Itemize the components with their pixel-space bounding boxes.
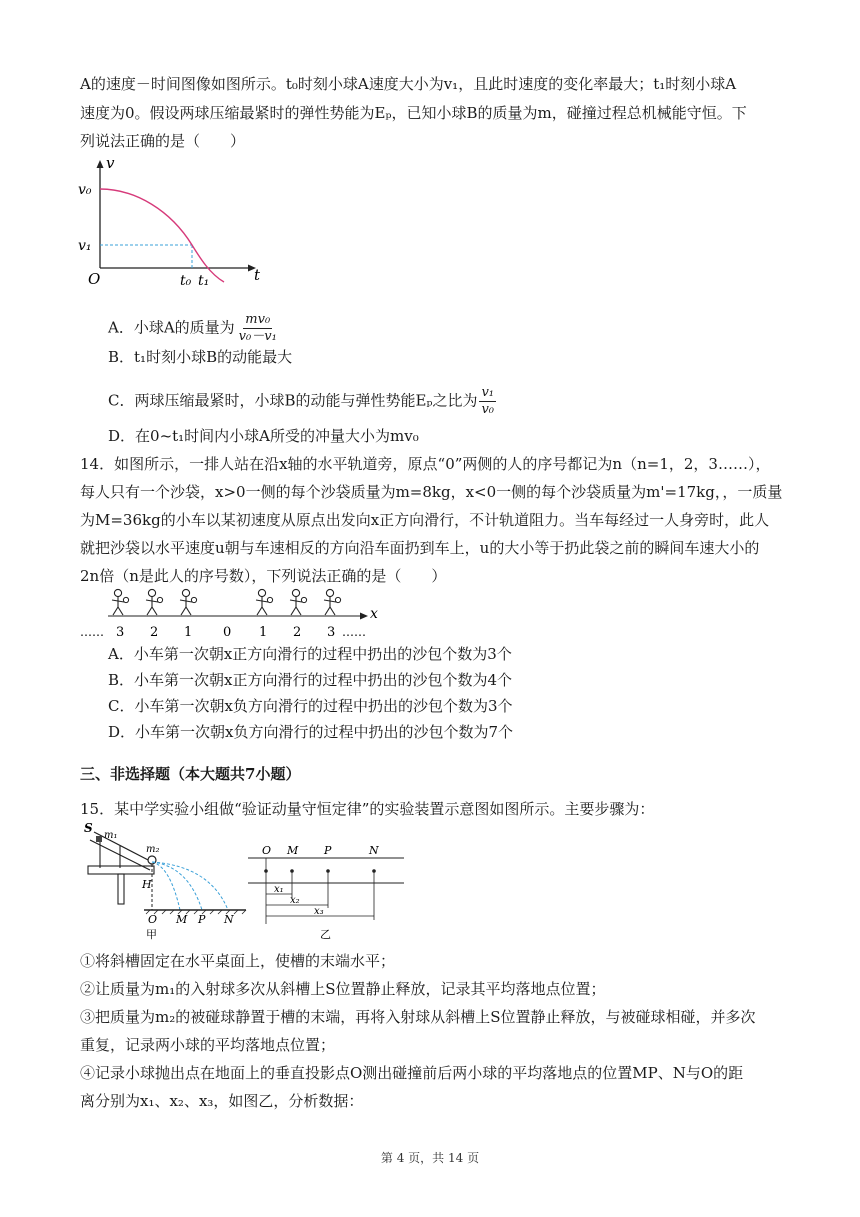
q13-option-a-text: A．小球A的质量为 [108, 318, 235, 337]
fraction-numerator: mv₀ [245, 312, 271, 327]
q14-line-5: 2n倍（n是此人的序号数），下列说法正确的是（ ） [80, 567, 447, 585]
q13-option-c-fraction [479, 385, 496, 418]
fraction-numerator: v₁ [481, 385, 495, 400]
label-M: M [176, 913, 188, 926]
q14-line-2: 每人只有一个沙袋，x>0一侧的每个沙袋质量为m=8kg，x<0一侧的每个沙袋质量为m'=17kg，，一质量 [80, 483, 783, 501]
q15-step-1: ①将斜槽固定在水平桌面上，使槽的末端水平； [80, 952, 396, 970]
label-O: O [148, 913, 158, 926]
graph-axis-t: t [254, 266, 261, 284]
axis-tick-right-1: 1 [259, 625, 268, 640]
q13-option-a-fraction [237, 312, 279, 345]
q13-intro-line-2: 速度为0。假设两球压缩最紧时的弹性势能为Eₚ，已知小球B的质量为m，碰撞过程总机械能守恒。下 [80, 104, 747, 122]
people-axis-figure [78, 588, 378, 640]
label-H: H [142, 878, 152, 891]
graph-label-v1: v₁ [78, 238, 92, 254]
axis-tick-left-2: 2 [150, 625, 159, 640]
figure-caption-yi: 乙 [320, 928, 331, 940]
q13-intro-line-1: A的速度－时间图像如图所示。t₀时刻小球A速度大小为v₁，且此时速度的变化率最大；t₁时刻小球A [80, 75, 737, 93]
label-m1: m₁ [104, 830, 118, 841]
label-P: P [198, 913, 206, 926]
label-x3: x₃ [314, 906, 324, 917]
q13-option-a [108, 312, 281, 345]
q13-option-c-text: C．两球压缩最紧时，小球B的动能与弹性势能Eₚ之比为 [108, 391, 478, 410]
axis-tick-origin: 0 [223, 625, 232, 640]
q15-step-3-line-1: ③把质量为m₂的被碰球静置于槽的末端，再将入射球从斜槽上S位置静止释放，与被碰球相碰，并多次 [80, 1008, 756, 1026]
graph-label-v0: v₀ [78, 182, 92, 198]
section-heading: 三、非选择题（本大题共7小题） [80, 765, 301, 783]
axis-tick-right-3: 3 [327, 625, 336, 640]
q15-step-4-line-1: ④记录小球抛出点在地面上的垂直投影点O测出碰撞前后两小球的平均落地点的位置MP、N与O的距 [80, 1064, 744, 1082]
graph-label-t0: t₀ [180, 273, 192, 289]
label-m2: m₂ [146, 844, 160, 855]
person-left-2 [146, 589, 163, 615]
q14-option-b: B．小车第一次朝x正方向滑行的过程中扔出的沙包个数为4个 [108, 671, 513, 689]
q15-step-3-line-2: 重复，记录两小球的平均落地点位置； [80, 1036, 336, 1054]
velocity-time-graph [76, 156, 266, 290]
measurement-figure-yi [244, 828, 408, 940]
axis-dots-right: …… [342, 625, 366, 639]
axis-tick-left-3: 3 [116, 625, 125, 640]
q14-line-1: 14．如图所示，一排人站在沿x轴的水平轨道旁，原点“0”两侧的人的序号都记为n（n=1，2，3……）， [80, 455, 771, 473]
label-x1: x₁ [274, 884, 284, 895]
person-left-3 [112, 589, 129, 615]
label-P: P [324, 844, 332, 857]
axis-tick-left-1: 1 [184, 625, 193, 640]
label-N: N [224, 913, 234, 926]
person-right-2 [290, 589, 307, 615]
figure-caption-jia: 甲 [146, 928, 157, 941]
page-footer: 第 4 页，共 14 页 [380, 1151, 480, 1165]
label-x2: x₂ [290, 895, 300, 906]
label-S: S [84, 822, 93, 835]
q15-line-1: 15．某中学实验小组做“验证动量守恒定律”的实验装置示意图如图所示。主要步骤为： [80, 800, 655, 818]
label-O: O [262, 844, 272, 857]
graph-axis-v: v [106, 156, 115, 172]
apparatus-figure-jia [80, 822, 250, 942]
person-right-1 [256, 589, 273, 615]
q14-option-d: D．小车第一次朝x负方向滑行的过程中扔出的沙包个数为7个 [108, 723, 514, 741]
q14-option-c: C．小车第一次朝x负方向滑行的过程中扔出的沙包个数为3个 [108, 697, 513, 715]
axis-dots-left: …… [80, 625, 104, 639]
graph-label-origin: O [88, 270, 101, 288]
q13-option-b: B．t₁时刻小球B的动能最大 [108, 348, 293, 366]
axis-tick-right-2: 2 [293, 625, 302, 640]
q14-line-4: 就把沙袋以水平速度u朝与车速相反的方向沿车面扔到车上，u的大小等于扔此袋之前的瞬间车速大小的 [80, 539, 760, 557]
q14-line-3: 为M=36kg的小车以某初速度从原点出发向x正方向滑行，不计轨道阻力。当车每经过一人身旁时，此人 [80, 511, 770, 529]
q14-option-a: A．小车第一次朝x正方向滑行的过程中扔出的沙包个数为3个 [108, 645, 512, 663]
q15-step-4-line-2: 离分别为x₁、x₂、x₃，如图乙，分析数据： [80, 1092, 364, 1110]
label-N: N [369, 844, 379, 857]
person-right-3 [324, 589, 341, 615]
axis-x-label: x [370, 606, 378, 622]
q13-option-d: D．在0~t₁时间内小球A所受的冲量大小为mv₀ [108, 427, 419, 445]
graph-label-t1: t₁ [198, 273, 210, 289]
q15-step-2: ②让质量为m₁的入射球多次从斜槽上S位置静止释放，记录其平均落地点位置； [80, 980, 606, 998]
q13-option-c [108, 385, 498, 418]
fraction-denominator: v₀ [481, 402, 495, 417]
fraction-denominator: v₀－v₁ [238, 329, 277, 344]
label-M: M [287, 844, 299, 857]
q13-intro-line-3: 列说法正确的是（ ） [80, 132, 246, 150]
person-left-1 [180, 589, 197, 615]
